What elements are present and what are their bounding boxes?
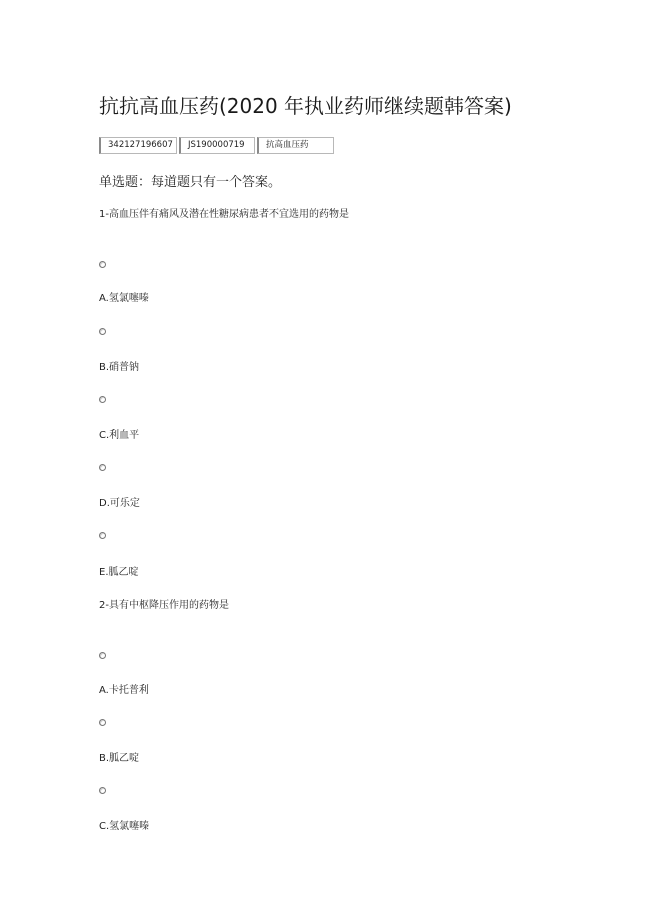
q1-option-a-label: A.氢氯噻嗪: [99, 293, 149, 304]
document-title: 抗抗高血压药(2020 年执业药师继续题韩答案): [99, 94, 512, 118]
q2-option-b-label: B.胍乙啶: [99, 753, 140, 764]
q2-option-b-radio[interactable]: [99, 719, 106, 726]
q1-option-b-label: B.硝普钠: [99, 362, 140, 373]
q1-option-e-radio[interactable]: [99, 532, 106, 539]
q1-option-b-radio[interactable]: [99, 328, 106, 335]
question-2-text: 2-具有中枢降压作用的药物是: [99, 600, 229, 611]
q1-option-e-label: E.胍乙啶: [99, 567, 139, 578]
info-fields-row: [99, 137, 334, 154]
id-number-field: 342127196607: [99, 137, 177, 154]
q2-option-c-label: C.氢氯噻嗪: [99, 821, 150, 832]
course-name-field: 抗高血压药: [257, 137, 334, 154]
q1-option-d-label: D.可乐定: [99, 498, 140, 509]
q1-option-c-label: C.利血平: [99, 430, 140, 441]
q2-option-a-radio[interactable]: [99, 652, 106, 659]
q1-option-d-radio[interactable]: [99, 464, 106, 471]
q1-option-c-radio[interactable]: [99, 396, 106, 403]
question-1-text: 1-高血压伴有痛风及潜在性糖尿病患者不宜选用的药物是: [99, 209, 349, 220]
course-code-field: JS190000719: [179, 137, 255, 154]
q2-option-c-radio[interactable]: [99, 787, 106, 794]
q2-option-a-label: A.卡托普利: [99, 685, 149, 696]
q1-option-a-radio[interactable]: [99, 261, 106, 268]
section-title: 单选题：每道题只有一个答案。: [99, 175, 282, 190]
